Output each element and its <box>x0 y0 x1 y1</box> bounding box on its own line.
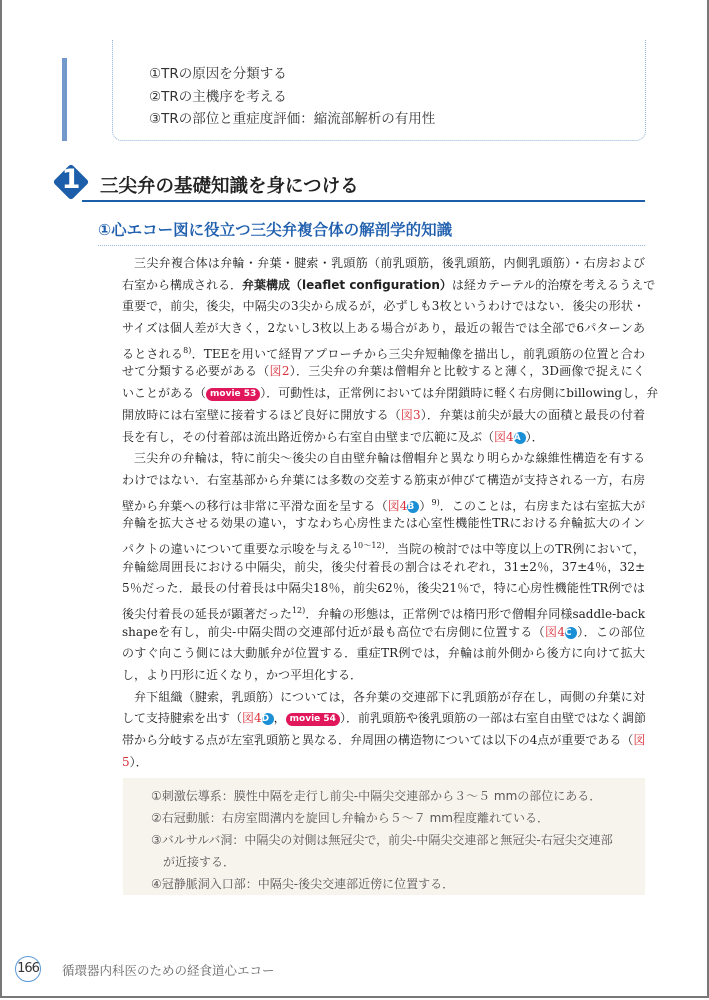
text-run: ．当院の検討では中等度以上のTR例において， <box>384 541 645 556</box>
text-run: 右室から構成される． <box>122 277 243 292</box>
text-line <box>122 448 645 470</box>
text-line <box>122 275 656 297</box>
text-run: ）．弁葉は前尖が最大の面積と最長の付着 <box>420 407 645 422</box>
text-line <box>122 578 645 600</box>
section-underline <box>82 200 645 202</box>
panel-label: D <box>262 713 274 725</box>
panel-label: C <box>565 627 577 639</box>
text-line <box>122 687 645 709</box>
text-line <box>122 535 645 557</box>
text-run: 後尖付着長の延長が顕著だった <box>122 607 292 621</box>
text-line <box>122 600 645 622</box>
text-line <box>122 340 645 362</box>
page-number: 166 <box>15 956 41 982</box>
text-line <box>122 470 645 492</box>
goal-item: ③TRの部位と重症度評価：縮流部解析の有用性 <box>149 111 436 127</box>
goal-item: ②TRの主機序を考える <box>149 89 287 105</box>
figure-ref[interactable]: 図3 <box>400 407 421 422</box>
text-run: は経カテーテル的治療を考えるうえで <box>451 277 656 292</box>
text-run: 開放時には右室壁に接着するほど良好に開放する（ <box>122 407 401 422</box>
body-text <box>122 253 659 774</box>
text-run: ．弁輪の形態は，正常例では楕円形で僧帽弁同様saddle-back <box>305 607 645 621</box>
text-line <box>122 253 645 275</box>
figure-ref[interactable]: 図4 <box>544 624 565 639</box>
text-run: ）．三尖弁の弁葉は僧帽弁と比較すると薄く，3D画像で捉えにく <box>289 364 645 379</box>
note-item: ①刺激伝導系：膜性中隔を走行し前尖-中隔尖交連部から３～５ mmの部位にある． <box>151 789 602 803</box>
text-run: し，より円形に近くなり，かつ平坦化する． <box>122 668 363 683</box>
text-line <box>122 665 645 687</box>
figure-ref[interactable]: 図4 <box>387 498 408 513</box>
text-line <box>122 643 645 665</box>
text-run: ）．前乳頭筋や後乳頭筋の一部は右室自由壁ではなく調節 <box>339 711 646 726</box>
citation-sup: 9) <box>431 497 440 507</box>
movie-badge[interactable]: movie 53 <box>206 388 260 401</box>
text-run: ）．可動性は，正常例においては弁閉鎖時に軽く右房側にbillowingし，弁 <box>260 386 659 401</box>
paragraph <box>122 448 645 687</box>
text-line <box>122 730 645 752</box>
text-run: 弁輪総周囲長における中隔尖，前尖，後尖付着長の割合はそれぞれ，31±2％，37±4％，32± <box>122 559 645 574</box>
text-run: 壁から弁葉への移行は非常に平滑な面を呈する（ <box>122 498 388 513</box>
text-run: いことがある（ <box>122 386 207 401</box>
figure-ref[interactable]: 図4 <box>242 711 262 726</box>
text-run: 三尖弁の弁輪は，特に前尖～後尖の自由壁弁輪は僧帽弁と異なり明らかな線維性構造を有する <box>134 451 645 466</box>
goals-accent-bar <box>62 58 67 141</box>
text-run: 三尖弁複合体は弁輪・弁葉・腱索・乳頭筋（前乳頭筋，後乳頭筋，内側乳頭筋）・右房および <box>134 256 645 270</box>
text-run: せて分類する必要がある（ <box>122 364 270 379</box>
subsection-divider <box>98 245 645 246</box>
figure-ref[interactable]: 図4 <box>494 429 514 444</box>
text-run: ．TEEを用いて経胃アプローチから三尖弁短軸像を描出し，前乳頭筋の位置と合わ <box>191 346 645 361</box>
text-run: ）． <box>525 429 544 444</box>
book-title: 循環器内科医のための経食道心エコー <box>62 963 275 978</box>
figure-ref[interactable]: 図2 <box>269 364 290 379</box>
movie-badge[interactable]: movie 54 <box>286 713 340 726</box>
text-run: 帯から分岐する点が左室乳頭筋と異なる．弁周囲の構造物については以下の4点が重要である（ <box>122 733 634 748</box>
text-line <box>122 296 645 318</box>
text-line <box>122 361 645 383</box>
text-run: わけではない．右室基部から弁葉には多数の交差する筋束が伸びて構造が支持される一方，右房 <box>122 472 645 487</box>
note-box <box>123 778 645 895</box>
text-line <box>122 492 645 514</box>
note-item: が近接する． <box>151 855 236 869</box>
note-item: ④冠静脈洞入口部：中隔尖-後尖交連部近傍に位置する． <box>151 877 455 891</box>
text-run: 弁輪を拡大させる効果の違い，すなわち心房性または心室性機能性TRにおける弁輪拡大のイン <box>122 516 645 531</box>
figure-ref[interactable]: 図 <box>633 733 646 748</box>
text-run: 長を有し，その付着部は流出路近傍から右室自由壁まで広範に及ぶ（ <box>122 429 495 444</box>
text-run: 重要で，前尖，後尖，中隔尖の3尖から成るが，必ずしも3枚というわけではない．後尖の形状・ <box>122 299 645 314</box>
citation-sup: 10～12) <box>352 540 385 550</box>
learning-goals-box <box>112 40 646 141</box>
note-item: ②右冠動脈：右房室間溝内を旋回し弁輪から５～７ mm程度離れている． <box>151 811 549 825</box>
text-line <box>122 622 645 644</box>
text-run: のすぐ向こう側には大動脈弁が位置する．重症TR例では，弁輪は前外側から後方に向けて拡大 <box>122 646 645 661</box>
paragraph <box>122 253 659 448</box>
text-line <box>122 318 645 340</box>
text-run: ， <box>273 711 286 726</box>
text-run: 弁下組織（腱索，乳頭筋）については，各弁葉の交連部下に乳頭筋が存在し，両側の弁葉に対 <box>134 689 645 704</box>
text-run: shapeを有し，前尖-中隔尖間の交連部付近が最も高位で右房側に位置する（ <box>122 624 545 639</box>
panel-label: B <box>407 501 419 513</box>
text-run: サイズは個人差が大きく，2ないし3枚以上ある場合があり，最近の報告では全部で6パターンあ <box>122 321 645 336</box>
paragraph <box>122 687 645 774</box>
figure-ref[interactable]: 5 <box>122 754 130 769</box>
text-line <box>122 383 659 405</box>
text-run: ．このことは，右房または右室拡大が <box>439 498 645 513</box>
section-number: 1 <box>61 164 81 195</box>
text-run: ）． <box>129 754 148 769</box>
text-line <box>122 752 645 774</box>
citation-sup: 8) <box>183 345 192 355</box>
text-line <box>122 708 645 730</box>
text-run: パクトの違いについて重要な示唆を与える <box>122 541 353 556</box>
subsection-title: ①心エコー図に役立つ三尖弁複合体の解剖学的知識 <box>98 221 453 239</box>
note-item: ③バルサルバ洞：中隔尖の対側は無冠尖で，前尖-中隔尖交連部と無冠尖-右冠尖交連部 <box>151 833 613 847</box>
goal-item: ①TRの原因を分類する <box>149 66 287 82</box>
bold-term: 弁葉構成（leaflet configuration） <box>242 277 452 292</box>
text-line <box>122 405 645 427</box>
panel-label: A <box>514 432 526 444</box>
text-run: して支持腱索を出す（ <box>122 711 243 726</box>
section-title: 三尖弁の基礎知識を身につける <box>100 176 359 197</box>
text-run: るとされる <box>122 346 184 361</box>
citation-sup: 12) <box>291 606 306 615</box>
text-run: 5％だった．最長の付着長は中隔尖18％，前尖62％，後尖21％で，特に心房性機能性TR例では <box>122 581 645 596</box>
text-run: ）．この部位 <box>576 624 645 639</box>
text-run: ） <box>419 498 432 513</box>
text-line <box>122 427 645 449</box>
text-line <box>122 513 645 535</box>
text-line <box>122 557 645 579</box>
